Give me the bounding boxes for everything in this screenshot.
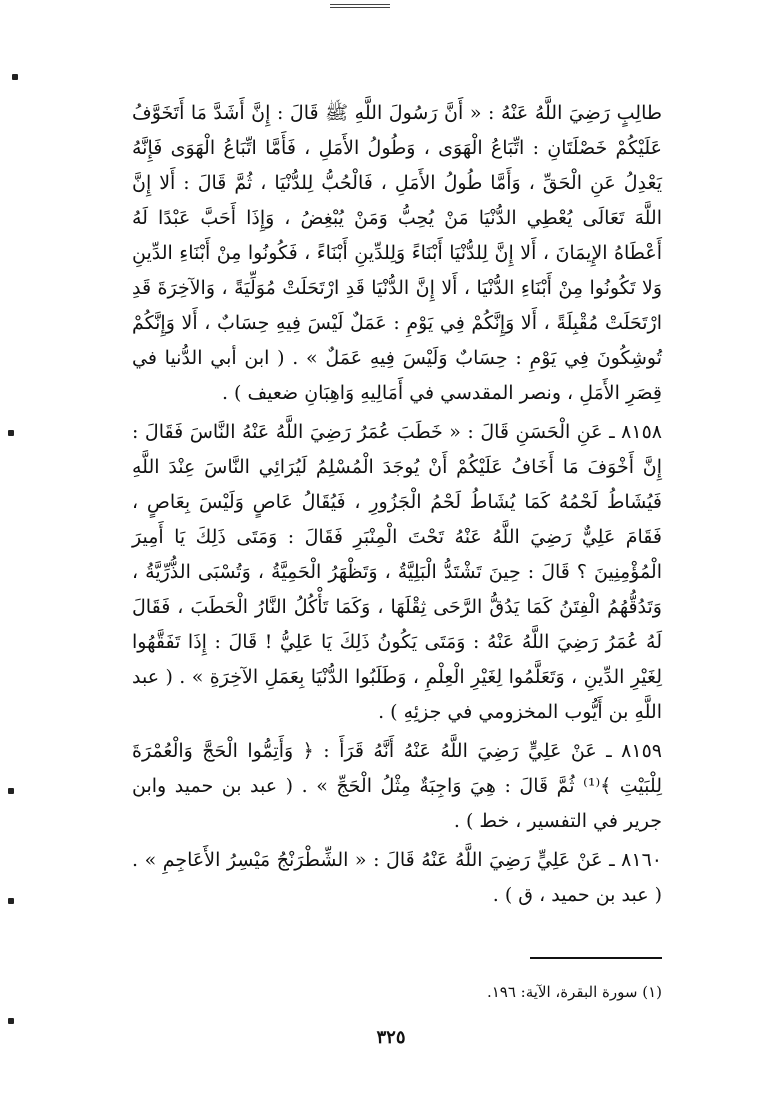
- footnote: (١) سورة البقرة، الآية: ١٩٦.: [486, 983, 662, 1001]
- page-number: ٣٢٥: [376, 1027, 406, 1048]
- margin-mark: [8, 788, 14, 794]
- footnote-divider: [530, 957, 662, 959]
- paragraph: طالِبٍ رَضِيَ اللَّهُ عَنْهُ : « أَنَّ رَسُولَ اللَّهِ ﷺ قَالَ : إِنَّ أَشَدَّ مَا أَتَخَوَّفُ عَلَيْكُمْ خَصْلَتَانِ : اتِّبَاعُ الْهَوَى ، وَطُولُ الأَمَلِ ، فَأَمَّا اتِّبَاعُ الْهَوَى فَإِنَّهُ يَعْدِلُ عَنِ الْحَقِّ ، وَأَمَّا طُولُ الأَمَلِ ، فَالْحُبُّ لِلدُّنْيَا ، ثُمَّ قَالَ : أَلا إِنَّ اللَّهَ تَعَالَى يُعْطِي الدُّنْيَا مَنْ يُحِبُّ وَمَنْ يُبْغِضُ ، وَإِذَا أَحَبَّ عَبْدًا لَهُ أَعْطَاهُ الإِيمَانَ ، أَلا إِنَّ لِلدُّنْيَا أَبْنَاءً وَلِلدِّينِ أَبْنَاءً ، فَكُونُوا مِنْ أَبْنَاءِ الدِّينِ وَلا تَكُونُوا مِنْ أَبْنَاءِ الدُّنْيَا ، أَلا إِنَّ الدُّنْيَا قَدِ ارْتَحَلَتْ مُوَلِّيَةً ، وَالآخِرَةَ قَدِ ارْتَحَلَتْ مُقْبِلَةً ، أَلا وَإِنَّكُمْ فِي يَوْمِ : عَمَلٌ لَيْسَ فِيهِ حِسَابٌ ، أَلا وَإِنَّكُمْ تُوشِكُونَ فِي يَوْمِ : حِسَابٌ وَلَيْسَ فِيهِ عَمَلٌ » . ( ابن أبي الدُّنيا في قِصَرِ الأَمَلِ ، ونصر المقدسي في أَمَالِيهِ وَاهِبَانِ ضعيف ) .: [132, 102, 662, 404]
- paragraph-hadith-8158: ٨١٥٨ ـ عَنِ الْحَسَنِ قَالَ : « خَطَبَ عُمَرُ رَضِيَ اللَّهُ عَنْهُ النَّاسَ فَقَالَ : إِنَّ أَخْوَفَ مَا أَخَافُ عَلَيْكُمْ أَنْ يُوجَدَ الْمُسْلِمُ لَيُرَائِي النَّاسَ عِنْدَ اللَّهِ فَيُشَاطُ لَحْمُهُ كَمَا يُشَاطُ لَحْمُ الْجَزُورِ ، فَيُقَالُ عَاصٍ وَلَيْسَ بِعَاصٍ ، فَقَامَ عَلِيٌّ رَضِيَ اللَّهُ عَنْهُ تَحْتَ الْمِنْبَرِ فَقَالَ : وَمَتَى ذَلِكَ يَا أَمِيرَ الْمُؤْمِنِينَ ؟ قَالَ : حِينَ تَشْتَدُّ الْبَلِيَّةُ ، وَتَظْهَرُ الْحَمِيَّةُ ، وَتُسْبَى الذُّرِّيَّةُ ، وَتَدُقُّهُمُ الْفِتَنُ كَمَا يَدُقُّ الرَّحَى ثِقْلَهَا ، وَكَمَا تَأْكُلُ النَّارُ الْحَطَبَ ، فَقَالَ لَهُ عُمَرُ رَضِيَ اللَّهُ عَنْهُ : وَمَتَى يَكُونُ ذَلِكَ يَا عَلِيُّ ! قَالَ : إِذَا تَفَقَّهُوا لِغَيْرِ الدِّينِ ، وَتَعَلَّمُوا لِغَيْرِ الْعِلْمِ ، وَطَلَبُوا الدُّنْيَا بِعَمَلِ الآخِرَةِ » . ( عبد اللَّهِ بن أَيُّوب المخزومي في جزئِهِ ) .: [132, 421, 662, 723]
- margin-mark: [8, 430, 14, 436]
- paragraph-hadith-8159: ٨١٥٩ ـ عَنْ عَلِيٍّ رَضِيَ اللَّهُ عَنْهُ أَنَّهُ قَرَأَ : ﴿ وَأَتِمُّوا الْحَجَّ وَالْعُمْرَةَ لِلْبَيْتِ ﴾⁽¹⁾ ثُمَّ قَالَ : هِيَ وَاجِبَةٌ مِثْلُ الْحَجِّ » . ( عبد بن حميد وابن جرير في التفسير ، خط ) .: [132, 740, 662, 832]
- margin-mark: [8, 1018, 14, 1024]
- margin-mark: [8, 898, 14, 904]
- top-rule: [330, 4, 390, 8]
- margin-mark: [12, 74, 18, 80]
- paragraph-hadith-8160: ٨١٦٠ ـ عَنْ عَلِيٍّ رَضِيَ اللَّهُ عَنْهُ قَالَ : « الشِّطْرَنْجُ مَيْسِرُ الأَعَاجِمِ » . ( عبد بن حميد ، ق ) .: [132, 849, 662, 906]
- main-text: [132, 96, 662, 913]
